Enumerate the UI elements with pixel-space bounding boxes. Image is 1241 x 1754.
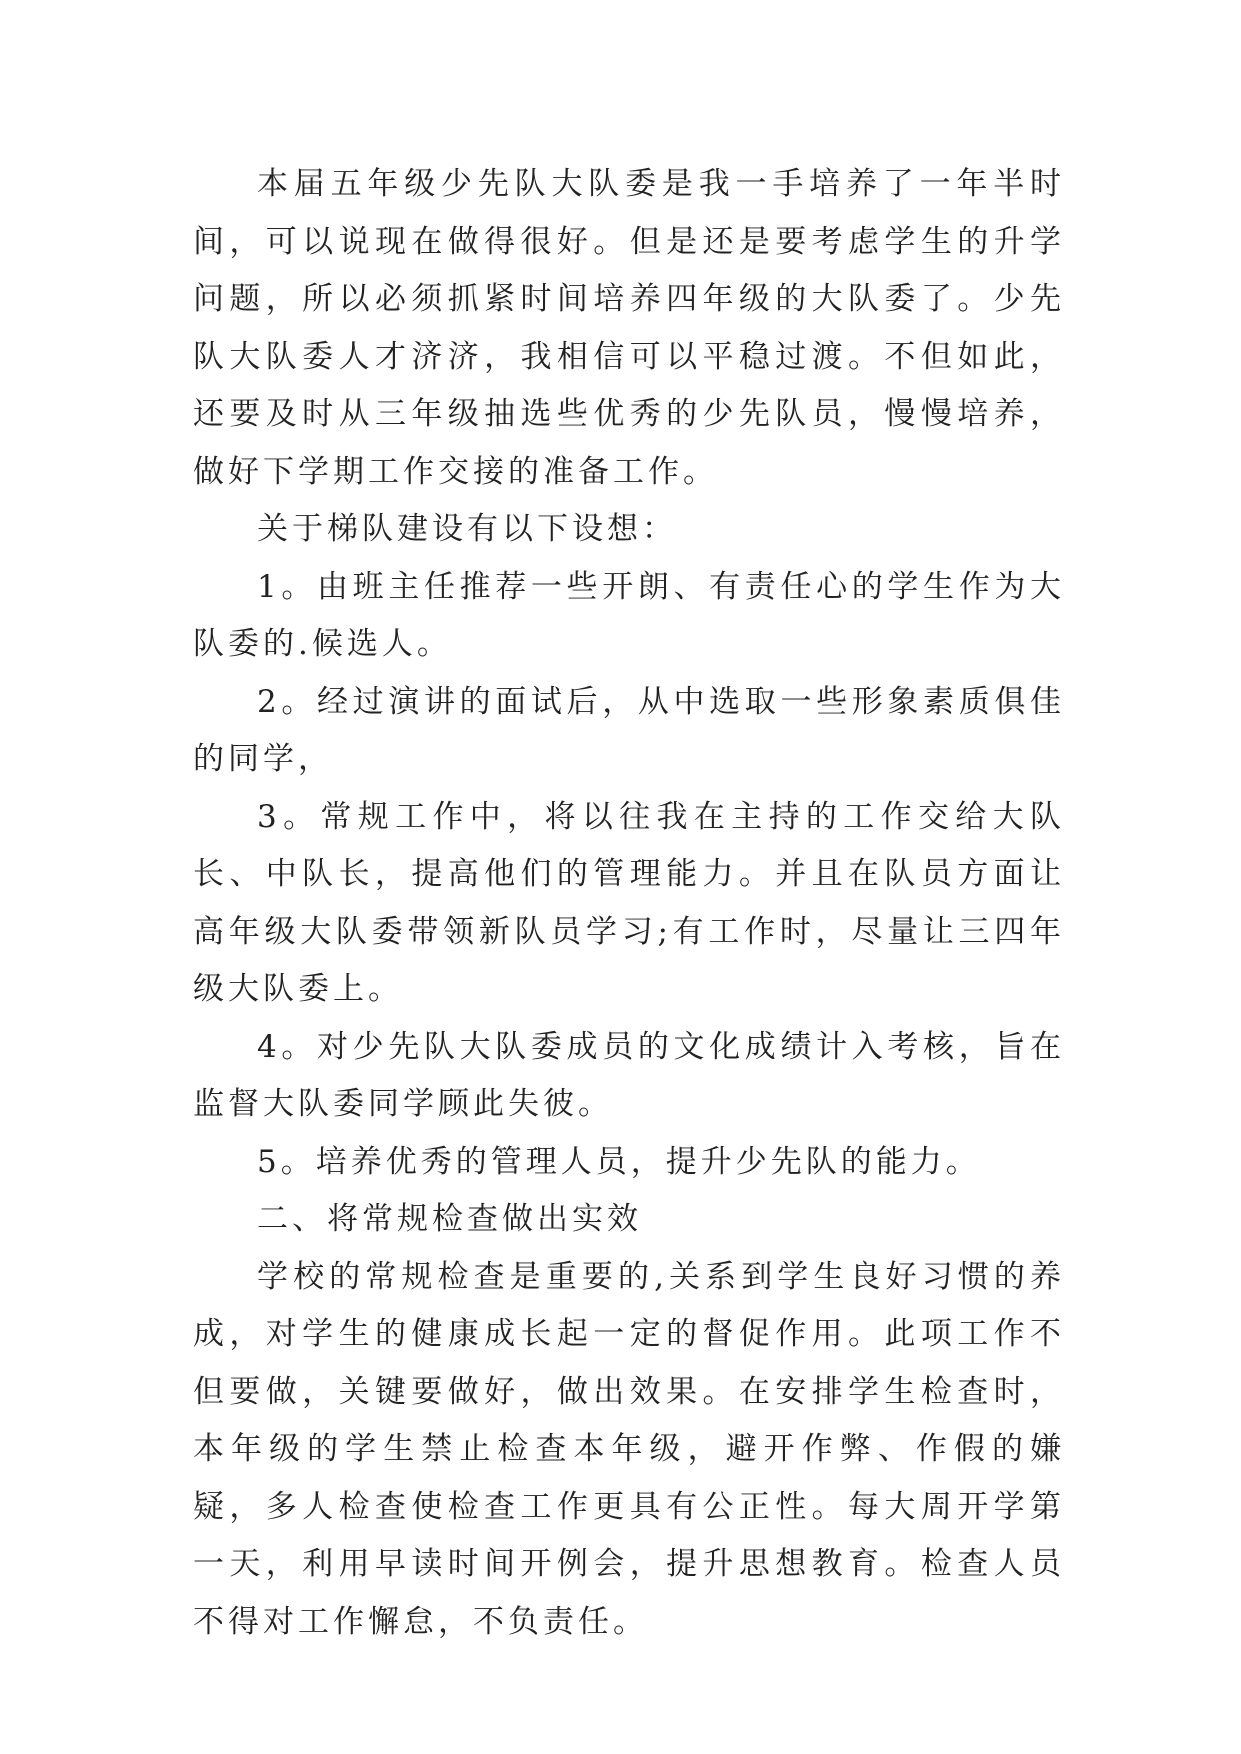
paragraph-item-2: 2。经过演讲的面试后，从中选取一些形象素质俱佳的同学， <box>193 683 1065 777</box>
paragraph-item-1: 1。由班主任推荐一些开朗、有责任心的学生作为大队委的.候选人。 <box>193 568 1065 662</box>
paragraph-routine-check: 学校的常规检查是重要的,关系到学生良好习惯的养成，对学生的健康成长起一定的督促作用。此项工作不但要做，关键要做好，做出效果。在安排学生检查时，本年级的学生禁止检查本年级，避开作弊、作假的嫌疑，多人检查使检查工作更具有公正性。每大周开学第一天，利用早读时间开例会，提升思想教育。检查人员不得对工作懈怠，不负责任。 <box>193 1258 1065 1640</box>
paragraph-item-3: 3。常规工作中，将以往我在主持的工作交给大队长、中队长，提高他们的管理能力。并且在队员方面让高年级大队委带领新队员学习;有工作时，尽量让三四年级大队委上。 <box>193 798 1065 1007</box>
paragraph-item-4: 4。对少先队大队委成员的文化成绩计入考核，旨在监督大队委同学顾此失彼。 <box>193 1028 1065 1122</box>
section-heading-routine-check: 二、将常规检查做出实效 <box>257 1201 642 1237</box>
paragraph-echelon-intro: 关于梯队建设有以下设想： <box>257 511 677 547</box>
paragraph-team-training: 本届五年级少先队大队委是我一手培养了一年半时间，可以说现在做得很好。但是还是要考虑学生的升学问题，所以必须抓紧时间培养四年级的大队委了。少先队大队委人才济济，我相信可以平稳过渡。不但如此，还要及时从三年级抽选些优秀的少先队员，慢慢培养，做好下学期工作交接的准备工作。 <box>193 166 1065 490</box>
paragraph-item-5: 5。培养优秀的管理人员，提升少先队的能力。 <box>257 1143 981 1180</box>
document-body <box>193 156 1065 1651</box>
